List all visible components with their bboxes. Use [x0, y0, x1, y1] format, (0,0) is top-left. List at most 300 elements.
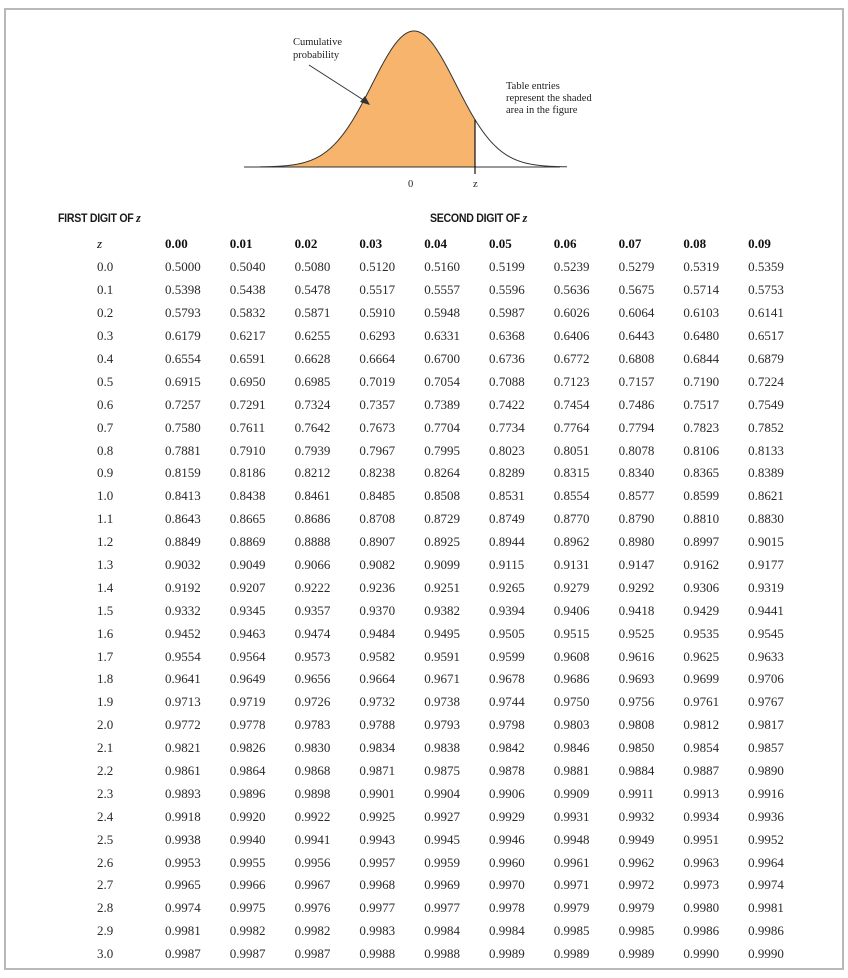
probability-cell: 0.6915	[165, 373, 201, 389]
probability-cell: 0.9904	[424, 785, 460, 801]
column-header: 0.00	[165, 236, 188, 251]
probability-cell: 0.9884	[618, 763, 655, 779]
probability-cell: 0.9147	[618, 557, 655, 573]
probability-cell: 0.8888	[294, 534, 331, 550]
probability-cell: 0.5319	[683, 259, 720, 275]
probability-cell: 0.9987	[294, 946, 331, 962]
z-value-cell: 0.3	[97, 328, 114, 344]
annotation-cumulative-line1: Cumulative	[293, 37, 342, 48]
probability-cell: 0.9066	[294, 557, 331, 573]
probability-cell: 0.6103	[683, 305, 720, 321]
probability-cell: 0.8133	[748, 442, 784, 458]
probability-cell: 0.8508	[424, 488, 460, 504]
probability-cell: 0.7764	[553, 419, 590, 435]
probability-cell: 0.9911	[618, 785, 654, 801]
probability-cell: 0.7704	[424, 419, 460, 435]
probability-cell: 0.9515	[553, 625, 590, 641]
table-row	[6, 462, 813, 485]
probability-cell: 0.9971	[553, 877, 590, 893]
probability-cell: 0.9985	[553, 923, 590, 939]
z-value-cell: 2.4	[97, 808, 114, 824]
probability-cell: 0.6026	[553, 305, 590, 321]
z-value-cell: 0.7	[97, 419, 114, 435]
probability-cell: 0.5557	[424, 282, 460, 298]
probability-cell: 0.7910	[229, 442, 266, 458]
probability-cell: 0.6368	[488, 328, 525, 344]
probability-cell: 0.9974	[748, 877, 784, 893]
probability-cell: 0.9969	[424, 877, 460, 893]
probability-cell: 0.9357	[294, 602, 331, 618]
table-row	[6, 279, 813, 302]
probability-cell: 0.6217	[229, 328, 266, 344]
probability-cell: 0.9901	[359, 785, 396, 801]
probability-cell: 0.9418	[618, 602, 655, 618]
probability-cell: 0.8599	[683, 488, 720, 504]
probability-cell: 0.9940	[229, 831, 266, 847]
probability-cell: 0.5714	[683, 282, 720, 298]
probability-cell: 0.7422	[488, 396, 525, 412]
z-value-cell: 2.2	[97, 763, 114, 779]
table-row	[6, 416, 813, 439]
probability-cell: 0.9608	[553, 648, 590, 664]
probability-cell: 0.9864	[229, 763, 266, 779]
probability-cell: 0.5948	[424, 305, 460, 321]
probability-cell: 0.9793	[424, 717, 460, 733]
probability-cell: 0.8485	[359, 488, 396, 504]
probability-cell: 0.7291	[229, 396, 266, 412]
probability-cell: 0.9633	[748, 648, 784, 664]
probability-cell: 0.9922	[294, 808, 331, 824]
probability-cell: 0.9732	[359, 694, 396, 710]
z-value-cell: 1.0	[97, 488, 114, 504]
probability-cell: 0.5438	[229, 282, 266, 298]
probability-cell: 0.9975	[229, 900, 266, 916]
probability-cell: 0.9406	[553, 602, 590, 618]
table-row	[6, 393, 813, 416]
probability-cell: 0.9382	[424, 602, 460, 618]
probability-cell: 0.9713	[165, 694, 201, 710]
probability-cell: 0.9984	[424, 923, 460, 939]
probability-cell: 0.9726	[294, 694, 331, 710]
table-row	[6, 828, 813, 851]
first-digit-label-var: z	[136, 210, 141, 225]
probability-cell: 0.6179	[165, 328, 201, 344]
probability-cell: 0.9082	[359, 557, 396, 573]
probability-cell: 0.9846	[553, 740, 590, 756]
probability-cell: 0.9545	[748, 625, 784, 641]
probability-cell: 0.9951	[683, 831, 720, 847]
probability-cell: 0.7357	[359, 396, 396, 412]
table-row	[6, 782, 813, 805]
probability-cell: 0.9868	[294, 763, 331, 779]
probability-cell: 0.9952	[748, 831, 784, 847]
probability-cell: 0.5120	[359, 259, 396, 275]
probability-cell: 0.5675	[618, 282, 655, 298]
probability-cell: 0.5279	[618, 259, 655, 275]
probability-cell: 0.9838	[424, 740, 460, 756]
table-row	[6, 668, 813, 691]
probability-cell: 0.9756	[618, 694, 655, 710]
probability-cell: 0.9943	[359, 831, 396, 847]
probability-cell: 0.8389	[748, 465, 784, 481]
probability-cell: 0.9964	[748, 854, 784, 870]
probability-cell: 0.7389	[424, 396, 460, 412]
probability-cell: 0.6879	[748, 351, 784, 366]
probability-cell: 0.9881	[553, 763, 590, 779]
probability-cell: 0.9927	[424, 808, 460, 824]
probability-cell: 0.9671	[424, 671, 460, 687]
probability-cell: 0.9966	[229, 877, 266, 893]
probability-cell: 0.9967	[294, 877, 331, 893]
probability-cell: 0.9962	[618, 854, 655, 870]
probability-cell: 0.7157	[618, 373, 655, 389]
table-row	[6, 531, 813, 554]
probability-cell: 0.9474	[294, 625, 331, 641]
probability-cell: 0.9251	[424, 579, 460, 595]
probability-cell: 0.7611	[229, 419, 266, 435]
probability-cell: 0.8790	[618, 511, 655, 527]
probability-cell: 0.8686	[294, 511, 331, 527]
z-value-cell: 1.1	[97, 511, 114, 527]
probability-cell: 0.8849	[165, 534, 201, 550]
probability-cell: 0.9292	[618, 579, 655, 595]
probability-cell: 0.9441	[748, 602, 784, 618]
z-value-cell: 0.1	[97, 282, 114, 298]
probability-cell: 0.7486	[618, 396, 655, 412]
table-row	[6, 554, 813, 577]
z-value-cell: 0.9	[97, 465, 114, 481]
z-value-cell: 0.2	[97, 305, 114, 321]
probability-cell: 0.9976	[294, 900, 331, 916]
probability-cell: 0.9535	[683, 625, 720, 641]
probability-cell: 0.9925	[359, 808, 396, 824]
probability-cell: 0.8729	[424, 511, 460, 527]
table-row	[6, 897, 813, 920]
z-value-cell: 1.6	[97, 625, 114, 641]
probability-cell: 0.9236	[359, 579, 396, 595]
probability-cell: 0.9505	[488, 625, 525, 641]
table-row	[6, 920, 813, 943]
probability-cell: 0.9945	[424, 831, 460, 847]
table-row	[6, 645, 813, 668]
axis-label-zero: 0	[408, 179, 414, 190]
z-value-cell: 2.0	[97, 717, 114, 733]
probability-cell: 0.8980	[618, 534, 655, 550]
probability-cell: 0.8997	[683, 534, 720, 550]
probability-cell: 0.8830	[748, 511, 784, 527]
probability-cell: 0.9977	[359, 900, 396, 916]
probability-cell: 0.8531	[488, 488, 525, 504]
annotation-table-line3: area in the figure	[506, 105, 578, 116]
probability-cell: 0.8264	[424, 465, 460, 481]
probability-cell: 0.9049	[229, 557, 266, 573]
probability-cell: 0.8907	[359, 534, 396, 550]
z-value-cell: 0.8	[97, 442, 114, 458]
probability-cell: 0.8944	[488, 534, 525, 550]
probability-cell: 0.5239	[553, 259, 590, 275]
probability-cell: 0.9875	[424, 763, 460, 779]
probability-cell: 0.7673	[359, 419, 396, 435]
probability-cell: 0.7939	[294, 442, 331, 458]
table-header-row	[6, 232, 813, 256]
probability-cell: 0.7580	[165, 419, 201, 435]
z-value-cell: 0.6	[97, 396, 114, 412]
probability-cell: 0.9830	[294, 740, 331, 756]
probability-cell: 0.6736	[488, 351, 525, 366]
probability-cell: 0.9946	[488, 831, 525, 847]
z-value-cell: 1.8	[97, 671, 114, 687]
probability-cell: 0.6255	[294, 328, 331, 344]
probability-cell: 0.9990	[683, 946, 720, 962]
probability-cell: 0.9554	[165, 648, 201, 664]
probability-cell: 0.9977	[424, 900, 460, 916]
probability-cell: 0.9207	[229, 579, 266, 595]
probability-cell: 0.7881	[165, 442, 201, 458]
probability-cell: 0.9987	[229, 946, 266, 962]
probability-cell: 0.7224	[748, 373, 784, 389]
probability-cell: 0.9988	[359, 946, 396, 962]
probability-cell: 0.9616	[618, 648, 655, 664]
probability-cell: 0.8051	[553, 442, 590, 458]
table-row	[6, 256, 813, 279]
probability-cell: 0.9306	[683, 579, 720, 595]
probability-cell: 0.6808	[618, 351, 655, 366]
probability-cell: 0.7257	[165, 396, 201, 412]
column-header: 0.06	[553, 236, 577, 251]
probability-cell: 0.9932	[618, 808, 655, 824]
probability-cell: 0.6844	[683, 351, 720, 366]
probability-cell: 0.9761	[683, 694, 720, 710]
probability-cell: 0.9463	[229, 625, 266, 641]
bell-curve-illustration	[222, 10, 642, 210]
probability-cell: 0.9861	[165, 763, 201, 779]
probability-cell: 0.5040	[229, 259, 266, 275]
probability-cell: 0.9222	[294, 579, 331, 595]
table-row	[6, 943, 813, 966]
table-body	[6, 256, 813, 966]
probability-cell: 0.7019	[359, 373, 396, 389]
z-value-cell: 1.7	[97, 648, 114, 664]
probability-cell: 0.6628	[294, 351, 331, 366]
table-row	[6, 737, 813, 760]
probability-cell: 0.9821	[165, 740, 201, 756]
table-row	[6, 508, 813, 531]
probability-cell: 0.9591	[424, 648, 460, 664]
probability-cell: 0.9931	[553, 808, 590, 824]
probability-cell: 0.9941	[294, 831, 331, 847]
probability-cell: 0.9738	[424, 694, 460, 710]
probability-cell: 0.8749	[488, 511, 525, 527]
z-value-cell: 2.9	[97, 923, 114, 939]
probability-cell: 0.9955	[229, 854, 266, 870]
probability-cell: 0.6293	[359, 328, 396, 344]
second-digit-label-var: z	[522, 210, 527, 225]
probability-cell: 0.7324	[294, 396, 331, 412]
probability-cell: 0.9767	[748, 694, 784, 710]
column-header: 0.03	[359, 236, 383, 251]
table-row	[6, 851, 813, 874]
probability-cell: 0.9664	[359, 671, 396, 687]
probability-cell: 0.9484	[359, 625, 396, 641]
probability-cell: 0.5832	[229, 305, 266, 321]
probability-cell: 0.8365	[683, 465, 720, 481]
probability-cell: 0.8186	[229, 465, 266, 481]
annotation-table-line1: Table entries	[506, 81, 560, 92]
z-value-cell: 2.8	[97, 900, 114, 916]
z-value-cell: 1.2	[97, 534, 114, 550]
first-digit-label	[58, 210, 141, 226]
probability-cell: 0.5160	[424, 259, 460, 275]
probability-cell: 0.9918	[165, 808, 201, 824]
probability-cell: 0.7123	[553, 373, 590, 389]
table-row	[6, 485, 813, 508]
probability-cell: 0.9772	[165, 717, 201, 733]
probability-cell: 0.9817	[748, 717, 784, 733]
probability-cell: 0.5596	[488, 282, 525, 298]
probability-cell: 0.8577	[618, 488, 655, 504]
probability-cell: 0.9599	[488, 648, 525, 664]
probability-cell: 0.9989	[553, 946, 590, 962]
probability-cell: 0.9896	[229, 785, 266, 801]
probability-cell: 0.9909	[553, 785, 590, 801]
annotation-table-line2: represent the shaded	[506, 93, 592, 104]
probability-cell: 0.9177	[748, 557, 784, 573]
probability-cell: 0.8643	[165, 511, 201, 527]
probability-cell: 0.6064	[618, 305, 655, 321]
probability-cell: 0.7642	[294, 419, 331, 435]
probability-cell: 0.6664	[359, 351, 396, 366]
probability-cell: 0.5987	[488, 305, 525, 321]
probability-cell: 0.7054	[424, 373, 460, 389]
probability-cell: 0.9265	[488, 579, 525, 595]
probability-cell: 0.9564	[229, 648, 266, 664]
probability-cell: 0.8438	[229, 488, 266, 504]
probability-cell: 0.9826	[229, 740, 266, 756]
probability-cell: 0.9857	[748, 740, 784, 756]
table-row	[6, 599, 813, 622]
probability-cell: 0.8869	[229, 534, 266, 550]
probability-cell: 0.5793	[165, 305, 201, 321]
probability-cell: 0.9162	[683, 557, 720, 573]
probability-cell: 0.9686	[553, 671, 590, 687]
probability-cell: 0.9573	[294, 648, 331, 664]
z-value-cell: 1.3	[97, 557, 114, 573]
probability-cell: 0.9495	[424, 625, 460, 641]
probability-cell: 0.9015	[748, 534, 784, 550]
probability-cell: 0.8665	[229, 511, 266, 527]
probability-cell: 0.9949	[618, 831, 655, 847]
probability-cell: 0.6591	[229, 351, 266, 366]
probability-cell: 0.7454	[553, 396, 590, 412]
probability-cell: 0.9906	[488, 785, 525, 801]
probability-cell: 0.8925	[424, 534, 460, 550]
probability-cell: 0.9854	[683, 740, 720, 756]
probability-cell: 0.8413	[165, 488, 201, 504]
probability-cell: 0.9788	[359, 717, 396, 733]
probability-cell: 0.9989	[488, 946, 525, 962]
probability-cell: 0.9978	[488, 900, 525, 916]
z-value-cell: 2.7	[97, 877, 114, 893]
probability-cell: 0.6772	[553, 351, 590, 366]
probability-cell: 0.8621	[748, 488, 784, 504]
z-value-cell: 1.4	[97, 579, 114, 595]
probability-cell: 0.9279	[553, 579, 590, 595]
table-row	[6, 714, 813, 737]
document-frame	[4, 8, 844, 970]
column-header: 0.07	[618, 236, 642, 251]
column-header: 0.08	[683, 236, 707, 251]
probability-cell: 0.9871	[359, 763, 396, 779]
probability-cell: 0.9842	[488, 740, 525, 756]
probability-cell: 0.9979	[618, 900, 655, 916]
probability-cell: 0.9783	[294, 717, 331, 733]
probability-cell: 0.9115	[488, 557, 525, 573]
probability-cell: 0.9699	[683, 671, 720, 687]
probability-cell: 0.5000	[165, 259, 201, 275]
probability-cell: 0.9525	[618, 625, 655, 641]
probability-cell: 0.9693	[618, 671, 655, 687]
table-row	[6, 302, 813, 325]
z-value-cell: 0.4	[97, 351, 114, 366]
probability-cell: 0.8023	[488, 442, 525, 458]
probability-cell: 0.9982	[294, 923, 331, 939]
probability-cell: 0.9959	[424, 854, 460, 870]
column-header: 0.09	[748, 236, 771, 251]
probability-cell: 0.8554	[553, 488, 590, 504]
probability-cell: 0.9981	[165, 923, 201, 939]
probability-cell: 0.6141	[748, 305, 784, 321]
probability-cell: 0.9641	[165, 671, 201, 687]
probability-cell: 0.9965	[165, 877, 201, 893]
probability-cell: 0.9916	[748, 785, 784, 801]
table-row	[6, 439, 813, 462]
probability-cell: 0.6517	[748, 328, 784, 344]
table-row	[6, 325, 813, 348]
probability-cell: 0.8810	[683, 511, 720, 527]
column-header: 0.02	[294, 236, 318, 251]
probability-cell: 0.9131	[553, 557, 590, 573]
probability-cell: 0.9936	[748, 808, 784, 824]
probability-cell: 0.9934	[683, 808, 720, 824]
z-value-cell: 3.0	[97, 946, 114, 962]
probability-cell: 0.5080	[294, 259, 331, 275]
arrow-shaft	[309, 65, 365, 101]
probability-cell: 0.9920	[229, 808, 266, 824]
probability-cell: 0.6406	[553, 328, 590, 344]
probability-cell: 0.6950	[229, 373, 266, 389]
probability-cell: 0.9808	[618, 717, 655, 733]
probability-cell: 0.8106	[683, 442, 720, 458]
table-row	[6, 760, 813, 783]
probability-cell: 0.9986	[683, 923, 720, 939]
probability-cell: 0.5753	[748, 282, 784, 298]
z-value-cell: 0.5	[97, 373, 114, 389]
probability-cell: 0.9706	[748, 671, 784, 687]
probability-cell: 0.6985	[294, 373, 331, 389]
probability-cell: 0.8962	[553, 534, 590, 550]
probability-cell: 0.9968	[359, 877, 396, 893]
probability-cell: 0.7734	[488, 419, 525, 435]
probability-cell: 0.7088	[488, 373, 525, 389]
z-column-header: z	[97, 236, 103, 251]
probability-cell: 0.8289	[488, 465, 525, 481]
probability-cell: 0.9984	[488, 923, 525, 939]
probability-cell: 0.9332	[165, 602, 201, 618]
probability-cell: 0.7852	[748, 419, 784, 435]
column-header: 0.01	[229, 236, 253, 251]
probability-cell: 0.6443	[618, 328, 655, 344]
z-value-cell: 2.5	[97, 831, 114, 847]
